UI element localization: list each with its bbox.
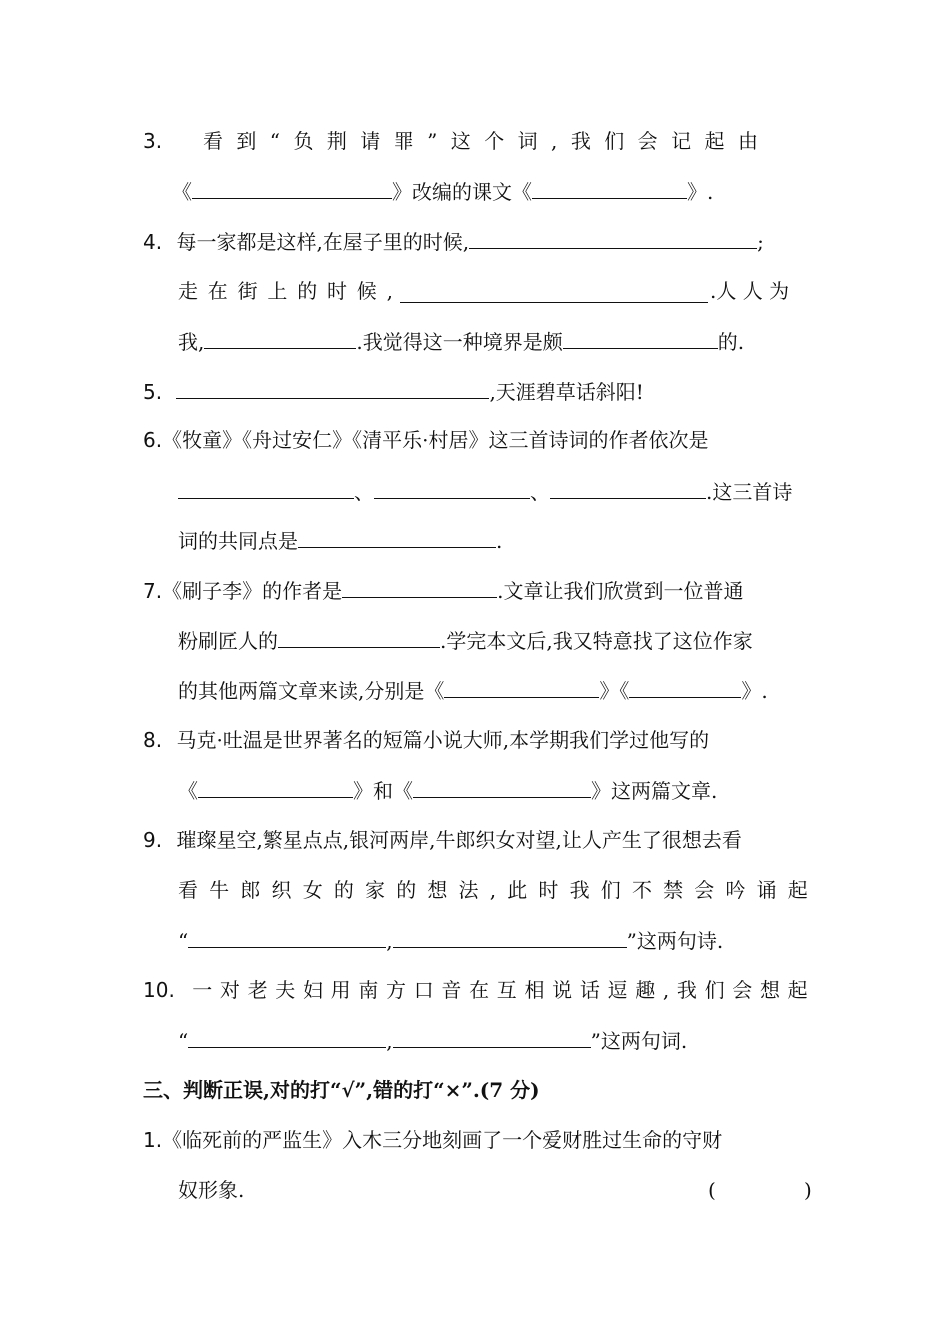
answer-blank[interactable] — [550, 476, 706, 499]
q9-char: 时 — [538, 878, 559, 902]
q8-line2 — [178, 775, 717, 805]
answer-blank[interactable] — [393, 1025, 591, 1048]
q9-char: 女 — [302, 878, 323, 902]
q6-text: . — [496, 529, 503, 553]
q6-line3 — [178, 525, 502, 555]
q6-text: 、 — [530, 480, 550, 504]
q4-char: 上 — [267, 279, 288, 303]
answer-paren-close: ) — [804, 1178, 812, 1202]
section-heading: 三、判断正误,对的打“√”,错的打“×”.(7 分) — [143, 1078, 540, 1102]
q9-char: 的 — [333, 878, 354, 902]
q3-text: 》. — [687, 180, 714, 204]
q7-text: 《刷子李》的作者是 — [162, 579, 343, 603]
q3-text: 《 — [172, 180, 192, 204]
q10-text: , — [386, 1029, 393, 1053]
q9-line2 — [178, 875, 808, 905]
q10-char: 相 — [524, 978, 545, 1002]
q9-text: , — [386, 929, 393, 953]
answer-blank[interactable] — [629, 675, 741, 698]
q9-char: 我 — [569, 878, 590, 902]
q7-line1 — [143, 575, 743, 605]
question-number: 6. — [143, 428, 163, 452]
q10-char: 逗 — [607, 978, 628, 1002]
q8-text: 》和《 — [353, 779, 413, 803]
answer-blank[interactable] — [563, 326, 718, 349]
question-number: 7. — [143, 579, 163, 603]
q4-line1 — [143, 226, 764, 256]
q4-line3 — [178, 326, 744, 356]
q9-text: 璀璨星空,繁星点点,银河两岸,牛郎织女对望,让人产生了很想去看 — [176, 828, 742, 852]
q10-text: “ — [178, 1029, 189, 1053]
q10-line1 — [143, 975, 808, 1005]
judge-item-text: 《临死前的严监生》入木三分地刻画了一个爱财胜过生命的守财 — [162, 1128, 723, 1152]
q4-char: 在 — [207, 279, 228, 303]
answer-box[interactable] — [728, 1179, 800, 1203]
q9-char: 诵 — [756, 878, 777, 902]
q7-text: 》《 — [599, 679, 630, 703]
q4-char: 候 — [356, 279, 377, 303]
q3-text: 》改编的课文《 — [392, 180, 532, 204]
q3-char: , — [551, 129, 558, 153]
q4-text: .我觉得这一种境界是颇 — [356, 330, 563, 354]
q3-char: “ — [269, 129, 281, 153]
q9-char: 们 — [600, 878, 621, 902]
q9-char: 看 — [178, 878, 198, 902]
q10-char: 音 — [441, 978, 462, 1002]
q5-text: ,天涯碧草话斜阳! — [489, 380, 644, 404]
q4-char: , — [386, 279, 393, 303]
answer-blank[interactable] — [188, 925, 386, 948]
q9-char: 禁 — [663, 878, 684, 902]
q7-text: 粉刷匠人的 — [178, 629, 278, 653]
q8-text: 马克·吐温是世界著名的短篇小说大师,本学期我们学过他写的 — [176, 728, 710, 752]
q8-line1 — [143, 725, 709, 755]
q9-char: , — [489, 878, 497, 902]
q10-char: 南 — [358, 978, 379, 1002]
q3-char: 由 — [737, 129, 758, 153]
q9-char: 家 — [365, 878, 386, 902]
q10-char: 话 — [579, 978, 600, 1002]
q9-char: 起 — [787, 878, 808, 902]
q6-line2 — [178, 476, 792, 506]
q10-char: 想 — [759, 978, 780, 1002]
answer-blank[interactable] — [469, 226, 757, 249]
answer-blank[interactable] — [400, 280, 708, 303]
q6-text: .这三首诗 — [706, 480, 793, 504]
answer-blank[interactable] — [444, 675, 599, 698]
q4-text: 每一家都是这样,在屋子里的时候, — [176, 230, 470, 254]
judge-item-text: 奴形象. — [178, 1178, 245, 1202]
q9-char: 牛 — [209, 878, 230, 902]
q8-text: 《 — [178, 779, 198, 803]
q10-char: 方 — [386, 978, 406, 1002]
answer-blank[interactable] — [342, 575, 497, 598]
q3-char: 负 — [293, 129, 314, 153]
question-number: 8. — [143, 728, 163, 752]
q10-char: 说 — [552, 978, 573, 1002]
q7-line2 — [178, 625, 753, 655]
q7-text: .学完本文后,我又特意找了这位作家 — [440, 629, 753, 653]
answer-blank[interactable] — [278, 625, 440, 648]
q10-char: 我 — [676, 978, 697, 1002]
q6-text: 《牧童》《舟过安仁》《清平乐·村居》这三首诗词的作者依次是 — [162, 428, 709, 452]
q10-char: 老 — [247, 978, 268, 1002]
q7-line3 — [178, 675, 768, 705]
answer-blank[interactable] — [413, 775, 591, 798]
question-number: 9. — [143, 828, 163, 852]
q3-char: 荆 — [326, 129, 347, 153]
q6-line1 — [143, 425, 708, 455]
q5-line1 — [143, 376, 644, 406]
q8-text: 》这两篇文章. — [591, 779, 718, 803]
q4-char: 时 — [326, 279, 347, 303]
answer-blank[interactable] — [298, 525, 496, 548]
q4-char: 街 — [237, 279, 258, 303]
q4-text: .人 人 为 — [710, 279, 790, 303]
q3-line2 — [172, 176, 713, 206]
answer-blank[interactable] — [393, 925, 627, 948]
q9-char: 不 — [631, 878, 652, 902]
q7-text: 的其他两篇文章来读,分别是《 — [178, 679, 445, 703]
q9-char: 织 — [271, 878, 292, 902]
q10-text: ”这两句词. — [590, 1029, 688, 1053]
q9-char: 的 — [396, 878, 417, 902]
q10-char: 妇 — [302, 978, 323, 1002]
answer-blank[interactable] — [192, 176, 392, 199]
question-number: 10. — [143, 978, 175, 1002]
q3-char: 会 — [637, 129, 658, 153]
judge-item1-line1 — [143, 1125, 722, 1155]
q7-text: 》. — [741, 679, 768, 703]
q9-char: 想 — [427, 878, 448, 902]
q9-char: 吟 — [725, 878, 746, 902]
q10-char: 们 — [704, 978, 725, 1002]
q9-char: 会 — [694, 878, 715, 902]
q9-text: ”这两句诗. — [626, 929, 724, 953]
q3-char: 罪 — [393, 129, 414, 153]
q9-char: 法 — [458, 878, 479, 902]
q10-char: 夫 — [275, 978, 296, 1002]
answer-blank[interactable] — [176, 376, 489, 399]
q9-text: “ — [178, 929, 189, 953]
q9-line3 — [178, 925, 723, 955]
q6-text: 、 — [354, 480, 374, 504]
q4-text: 我, — [178, 330, 205, 354]
q9-char: 此 — [507, 878, 528, 902]
answer-blank[interactable] — [532, 176, 687, 199]
q10-char: 用 — [330, 978, 351, 1002]
q3-char: 起 — [704, 129, 725, 153]
answer-blank[interactable] — [204, 326, 356, 349]
q4-char: 走 — [178, 279, 198, 303]
q10-char: 对 — [219, 978, 240, 1002]
question-number: 4. — [143, 230, 163, 254]
q10-char: 一 — [192, 978, 213, 1002]
q10-char: 会 — [732, 978, 753, 1002]
answer-blank[interactable] — [188, 1025, 386, 1048]
q10-char: , — [662, 978, 670, 1002]
answer-paren-open: ( — [708, 1178, 716, 1202]
question-number: 3. — [143, 129, 163, 153]
q4-text: ; — [757, 230, 764, 254]
q9-char: 郎 — [240, 878, 261, 902]
q3-line1 — [143, 126, 758, 156]
q3-char: 记 — [671, 129, 692, 153]
q4-line2 — [178, 276, 808, 306]
q10-char: 起 — [787, 978, 808, 1002]
q4-char: 的 — [297, 279, 318, 303]
q4-text: 的. — [717, 330, 745, 354]
answer-blank[interactable] — [374, 476, 530, 499]
q9-line1 — [143, 825, 742, 855]
q3-char: 我 — [570, 129, 591, 153]
judge-item1-line2 — [178, 1175, 818, 1205]
q10-char: 趣 — [635, 978, 656, 1002]
q10-char: 在 — [469, 978, 490, 1002]
q3-char: 请 — [360, 129, 381, 153]
q3-char: 这 — [450, 129, 471, 153]
q3-char: 们 — [604, 129, 625, 153]
answer-blank[interactable] — [178, 476, 354, 499]
q3-char: ” — [427, 129, 438, 153]
q3-char: 词 — [517, 129, 538, 153]
q7-text: .文章让我们欣赏到一位普通 — [497, 579, 744, 603]
q6-text: 词的共同点是 — [178, 529, 298, 553]
question-number: 1. — [143, 1128, 163, 1152]
q3-char: 到 — [236, 129, 257, 153]
q10-char: 互 — [496, 978, 517, 1002]
question-number: 5. — [143, 380, 163, 404]
answer-blank[interactable] — [198, 775, 353, 798]
q3-char: 看 — [202, 129, 223, 153]
q10-line2 — [178, 1025, 687, 1055]
q3-char: 个 — [484, 129, 505, 153]
q10-char: 口 — [413, 978, 434, 1002]
